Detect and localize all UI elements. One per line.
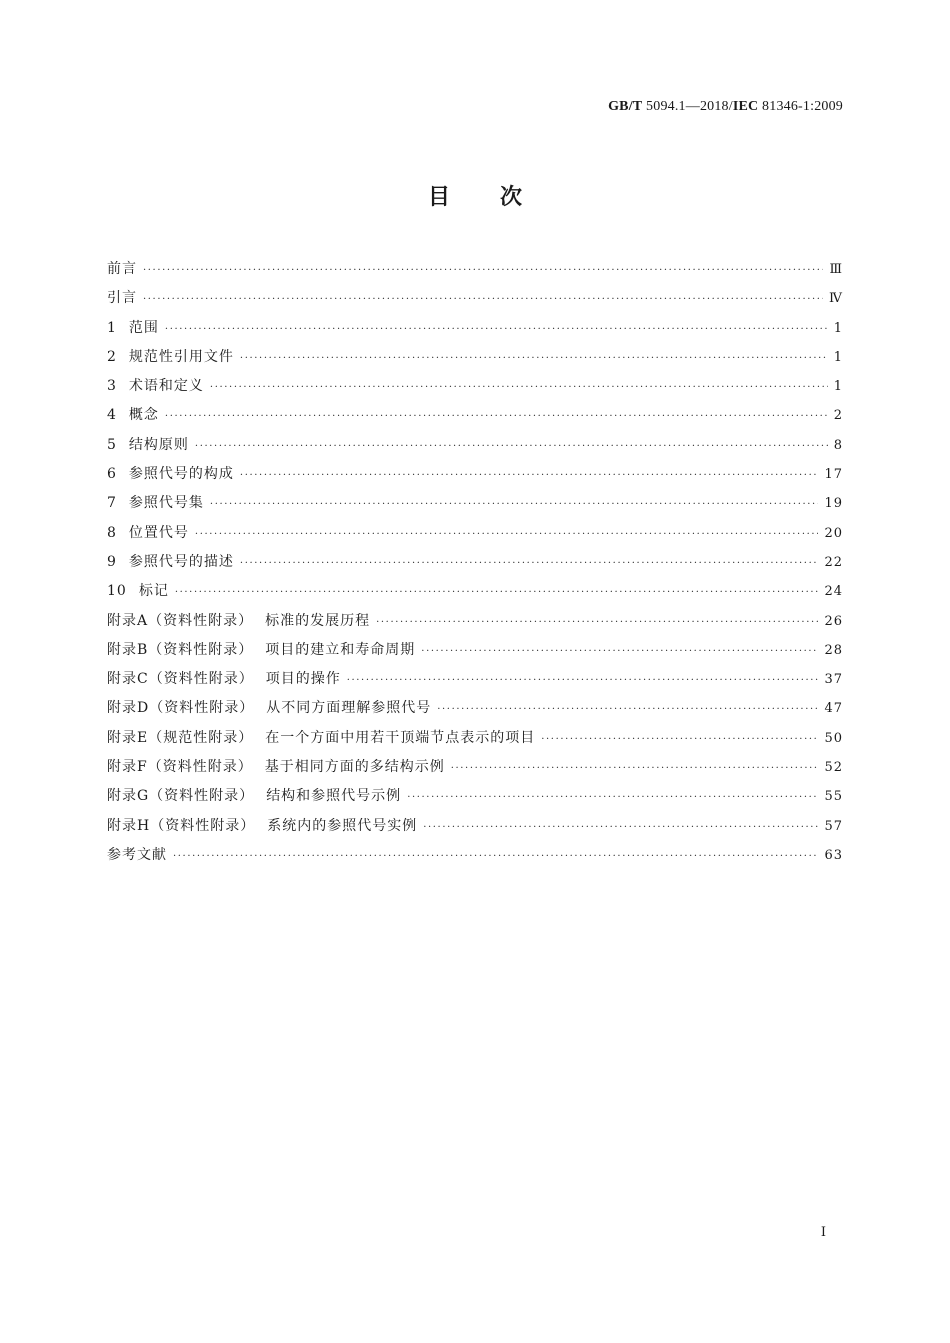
toc-entry-label	[107, 727, 535, 747]
toc-entry-number: 6	[107, 466, 117, 483]
toc-entry-title: 术语和定义	[128, 378, 204, 395]
toc-entry-page: 2	[833, 408, 843, 424]
toc-entry-number: 附录C（资料性附录）	[107, 671, 254, 688]
toc-entry-number: 附录A（资料性附录）	[107, 612, 254, 629]
toc-entry-title: 位置代号	[128, 524, 189, 541]
toc-leader-dots	[451, 763, 819, 774]
toc-entry[interactable]	[107, 697, 843, 726]
toc-entry-label	[107, 317, 159, 337]
toc-entry[interactable]	[107, 522, 843, 551]
toc-entry-number: 附录G（资料性附录）	[107, 788, 255, 805]
toc-entry-page: 1	[833, 379, 843, 395]
toc-entry-label	[107, 522, 189, 542]
toc-entry[interactable]	[107, 639, 843, 668]
toc-entry[interactable]	[107, 727, 843, 756]
toc-entry-title: 范围	[128, 319, 159, 336]
toc-entry-label	[107, 815, 417, 835]
toc-entry-label	[107, 580, 169, 600]
toc-entry[interactable]	[107, 463, 843, 492]
toc-leader-dots	[210, 382, 828, 393]
toc-entry-page: 55	[824, 789, 843, 805]
toc-entry-label	[107, 756, 445, 776]
toc-entry-number: 附录B（资料性附录）	[107, 641, 254, 658]
toc-entry-page: 20	[824, 525, 843, 541]
toc-entry-number: 10	[107, 583, 127, 600]
toc-leader-dots	[423, 822, 818, 833]
toc-entry-label	[107, 434, 189, 454]
toc-entry-label	[107, 375, 204, 395]
toc-entry-label	[107, 844, 167, 864]
toc-entry[interactable]	[107, 610, 843, 639]
toc-leader-dots	[210, 499, 819, 510]
toc-entry-page: Ⅲ	[829, 262, 843, 277]
toc-entry[interactable]	[107, 785, 843, 814]
toc-entry[interactable]	[107, 287, 843, 316]
toc-entry-title: 基于相同方面的多结构示例	[264, 759, 445, 776]
toc-entry-label	[107, 610, 370, 630]
toc-leader-dots	[175, 587, 819, 598]
toc-entry-label	[107, 346, 234, 366]
toc-entry-label	[107, 258, 137, 278]
toc-entry-number: 附录E（规范性附录）	[107, 729, 254, 746]
toc-entry-page: 57	[824, 818, 843, 834]
toc-entry[interactable]	[107, 492, 843, 521]
toc-leader-dots	[240, 470, 819, 481]
toc-entry-title: 标记	[138, 583, 169, 600]
toc-entry[interactable]	[107, 815, 843, 844]
toc-entry-title: 参照代号的构成	[128, 466, 234, 483]
toc-entry[interactable]	[107, 434, 843, 463]
toc-entry-page: 26	[824, 613, 843, 629]
toc-entry-page: 63	[824, 847, 843, 863]
toc-entry-page: 50	[824, 730, 843, 746]
toc-entry-title: 参考文献	[107, 846, 167, 863]
toc-entry-title: 系统内的参照代号实例	[267, 817, 418, 834]
toc-entry-title: 前言	[107, 261, 137, 277]
toc-entry[interactable]	[107, 375, 843, 404]
toc-entry-title: 项目的建立和寿命周期	[265, 641, 416, 658]
toc-entry-number: 8	[107, 524, 117, 541]
table-of-contents	[107, 258, 843, 873]
toc-entry-label	[107, 463, 234, 483]
toc-leader-dots	[407, 792, 818, 803]
toc-leader-dots	[143, 265, 823, 276]
toc-entry-title: 概念	[128, 407, 159, 424]
page-number: Ⅰ	[820, 1224, 826, 1239]
iec-prefix: IEC	[732, 99, 759, 114]
toc-entry-label	[107, 287, 137, 307]
toc-leader-dots	[195, 441, 828, 452]
toc-entry-title: 引言	[107, 290, 137, 307]
toc-leader-dots	[376, 617, 818, 628]
toc-entry-number: 附录H（资料性附录）	[107, 817, 256, 834]
toc-entry[interactable]	[107, 668, 843, 697]
toc-leader-dots	[165, 411, 828, 422]
toc-leader-dots	[240, 353, 828, 364]
toc-entry-title: 结构原则	[128, 436, 189, 453]
toc-entry-title: 标准的发展历程	[265, 612, 371, 629]
toc-entry-label	[107, 697, 431, 717]
toc-leader-dots	[195, 529, 819, 540]
toc-entry-label	[107, 492, 204, 512]
toc-entry-number: 3	[107, 378, 117, 395]
toc-entry-number: 附录F（资料性附录）	[107, 759, 253, 776]
standard-number: 5094.1—2018/	[646, 99, 733, 114]
toc-entry-page: 1	[833, 320, 843, 336]
toc-leader-dots	[165, 324, 828, 335]
toc-entry[interactable]	[107, 317, 843, 346]
toc-entry-page: 19	[824, 496, 843, 512]
toc-leader-dots	[347, 675, 819, 686]
toc-entry[interactable]	[107, 844, 843, 873]
standard-prefix: GB/T	[608, 99, 643, 114]
toc-entry-page: 8	[833, 437, 843, 453]
toc-entry[interactable]	[107, 551, 843, 580]
toc-entry-page: 28	[824, 642, 843, 658]
page-title: 目次	[427, 185, 572, 210]
toc-entry-title: 参照代号的描述	[128, 553, 234, 570]
toc-entry-label	[107, 551, 234, 571]
toc-entry-number: 7	[107, 495, 117, 512]
toc-entry[interactable]	[107, 258, 843, 287]
toc-entry-label	[107, 404, 159, 424]
toc-entry-number: 9	[107, 553, 117, 570]
toc-entry-page: 37	[824, 672, 843, 688]
toc-entry-label	[107, 639, 415, 659]
toc-entry-title: 规范性引用文件	[128, 348, 234, 365]
toc-entry-title: 在一个方面中用若干顶端节点表示的项目	[265, 729, 536, 746]
standard-code-header	[608, 99, 843, 115]
toc-leader-dots	[421, 646, 818, 657]
toc-entry-title: 从不同方面理解参照代号	[266, 700, 432, 717]
toc-entry[interactable]	[107, 580, 843, 609]
toc-leader-dots	[541, 734, 818, 745]
toc-entry-label	[107, 785, 401, 805]
toc-leader-dots	[173, 851, 818, 862]
toc-entry-page: 47	[824, 701, 843, 717]
toc-entry-number: 2	[107, 348, 117, 365]
toc-leader-dots	[240, 558, 819, 569]
toc-leader-dots	[143, 294, 823, 305]
toc-entry[interactable]	[107, 404, 843, 433]
toc-leader-dots	[437, 704, 818, 715]
toc-entry-page: 22	[824, 554, 843, 570]
toc-entry[interactable]	[107, 756, 843, 785]
toc-entry[interactable]	[107, 346, 843, 375]
iec-number: 81346-1:2009	[762, 99, 843, 114]
toc-entry-number: 1	[107, 319, 117, 336]
toc-entry-page: Ⅳ	[829, 291, 843, 307]
toc-entry-number: 5	[107, 436, 117, 453]
toc-entry-page: 52	[824, 760, 843, 776]
toc-entry-page: 1	[833, 349, 843, 365]
toc-entry-label	[107, 668, 341, 688]
toc-entry-number: 4	[107, 407, 117, 424]
toc-entry-title: 结构和参照代号示例	[266, 788, 402, 805]
toc-entry-number: 附录D（资料性附录）	[107, 700, 255, 717]
toc-entry-title: 参照代号集	[128, 495, 204, 512]
toc-entry-page: 17	[824, 467, 843, 483]
toc-entry-page: 24	[824, 584, 843, 600]
toc-entry-title: 项目的操作	[265, 671, 341, 688]
